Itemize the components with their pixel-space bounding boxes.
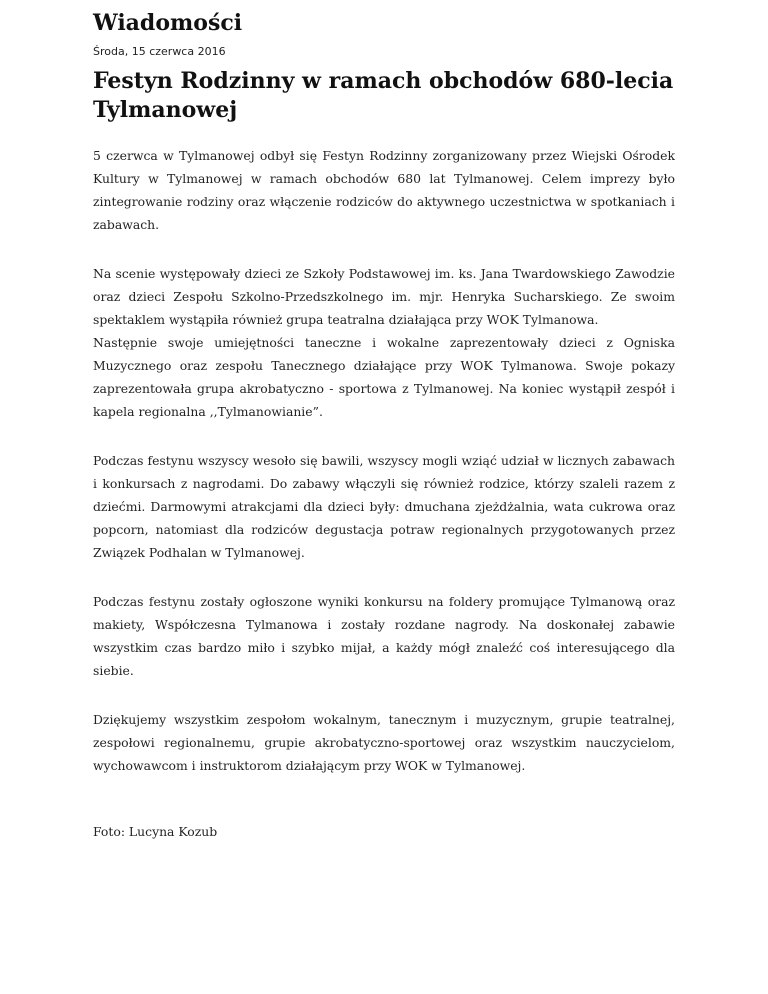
article-paragraph: Następnie swoje umiejętności taneczne i wokalne zaprezentowały dzieci z Ogniska Muzycznego oraz zespołu Tanecznego działające przy WOK Tylmanowa. Swoje pokazy zaprezentowała grupa akrobatyczno - sportowa z Tylmanowej. Na koniec wystąpił zespół i kapela regionalna ,,Tylmanowianie”. bbox=[93, 335, 675, 419]
article-paragraph: Na scenie występowały dzieci ze Szkoły Podstawowej im. ks. Jana Twardowskiego Zawodzie oraz dzieci Zespołu Szkolno-Przedszkolnego im. mjr. Henryka Sucharskiego. Ze swoim spektaklem wystąpiła również grupa teatralna działająca przy WOK Tylmanowa. bbox=[93, 266, 675, 327]
article-paragraph: Podczas festynu wszyscy wesoło się bawili, wszyscy mogli wziąć udział w licznych zabawach i konkursach z nagrodami. Do zabawy włączyli się również rodzice, którzy szaleli razem z dziećmi. Darmowymi atrakcjami dla dzieci były: dmuchana zjeżdżalnia, wata cukrowa oraz popcorn, natomiast dla rodziców degustacja potraw regionalnych przygotowanych przez Związek Podhalan w Tylmanowej. bbox=[93, 453, 675, 560]
article-headline: Festyn Rodzinny w ramach obchodów 680-lecia Tylmanowej bbox=[93, 68, 674, 123]
article-body bbox=[93, 144, 675, 803]
article-paragraph: 5 czerwca w Tylmanowej odbył się Festyn Rodzinny zorganizowany przez Wiejski Ośrodek Kultury w Tylmanowej w ramach obchodów 680 lat Tylmanowej. Celem imprezy było zintegrowanie rodziny oraz włączenie rodziców do aktywnego uczestnictwa w spotkaniach i zabawach. bbox=[93, 148, 675, 232]
article-paragraph: Dziękujemy wszystkim zespołom wokalnym, tanecznym i muzycznym, grupie teatralnej, zespołowi regionalnemu, grupie akrobatyczno-sportowej oraz wszystkim nauczycielom, wychowawcom i instruktorom działającym przy WOK w Tylmanowej. bbox=[93, 712, 675, 773]
photo-credit: Foto: Lucyna Kozub bbox=[93, 824, 218, 839]
section-title: Wiadomości bbox=[93, 10, 243, 36]
article-paragraph: Podczas festynu zostały ogłoszone wyniki konkursu na foldery promujące Tylmanową oraz makiety, Współczesna Tylmanowa i zostały rozdane nagrody. Na doskonałej zabawie wszystkim czas bardzo miło i szybko mijał, a każdy mógł znaleźć coś interesującego dla siebie. bbox=[93, 594, 675, 678]
article-date: Środa, 15 czerwca 2016 bbox=[93, 45, 226, 58]
